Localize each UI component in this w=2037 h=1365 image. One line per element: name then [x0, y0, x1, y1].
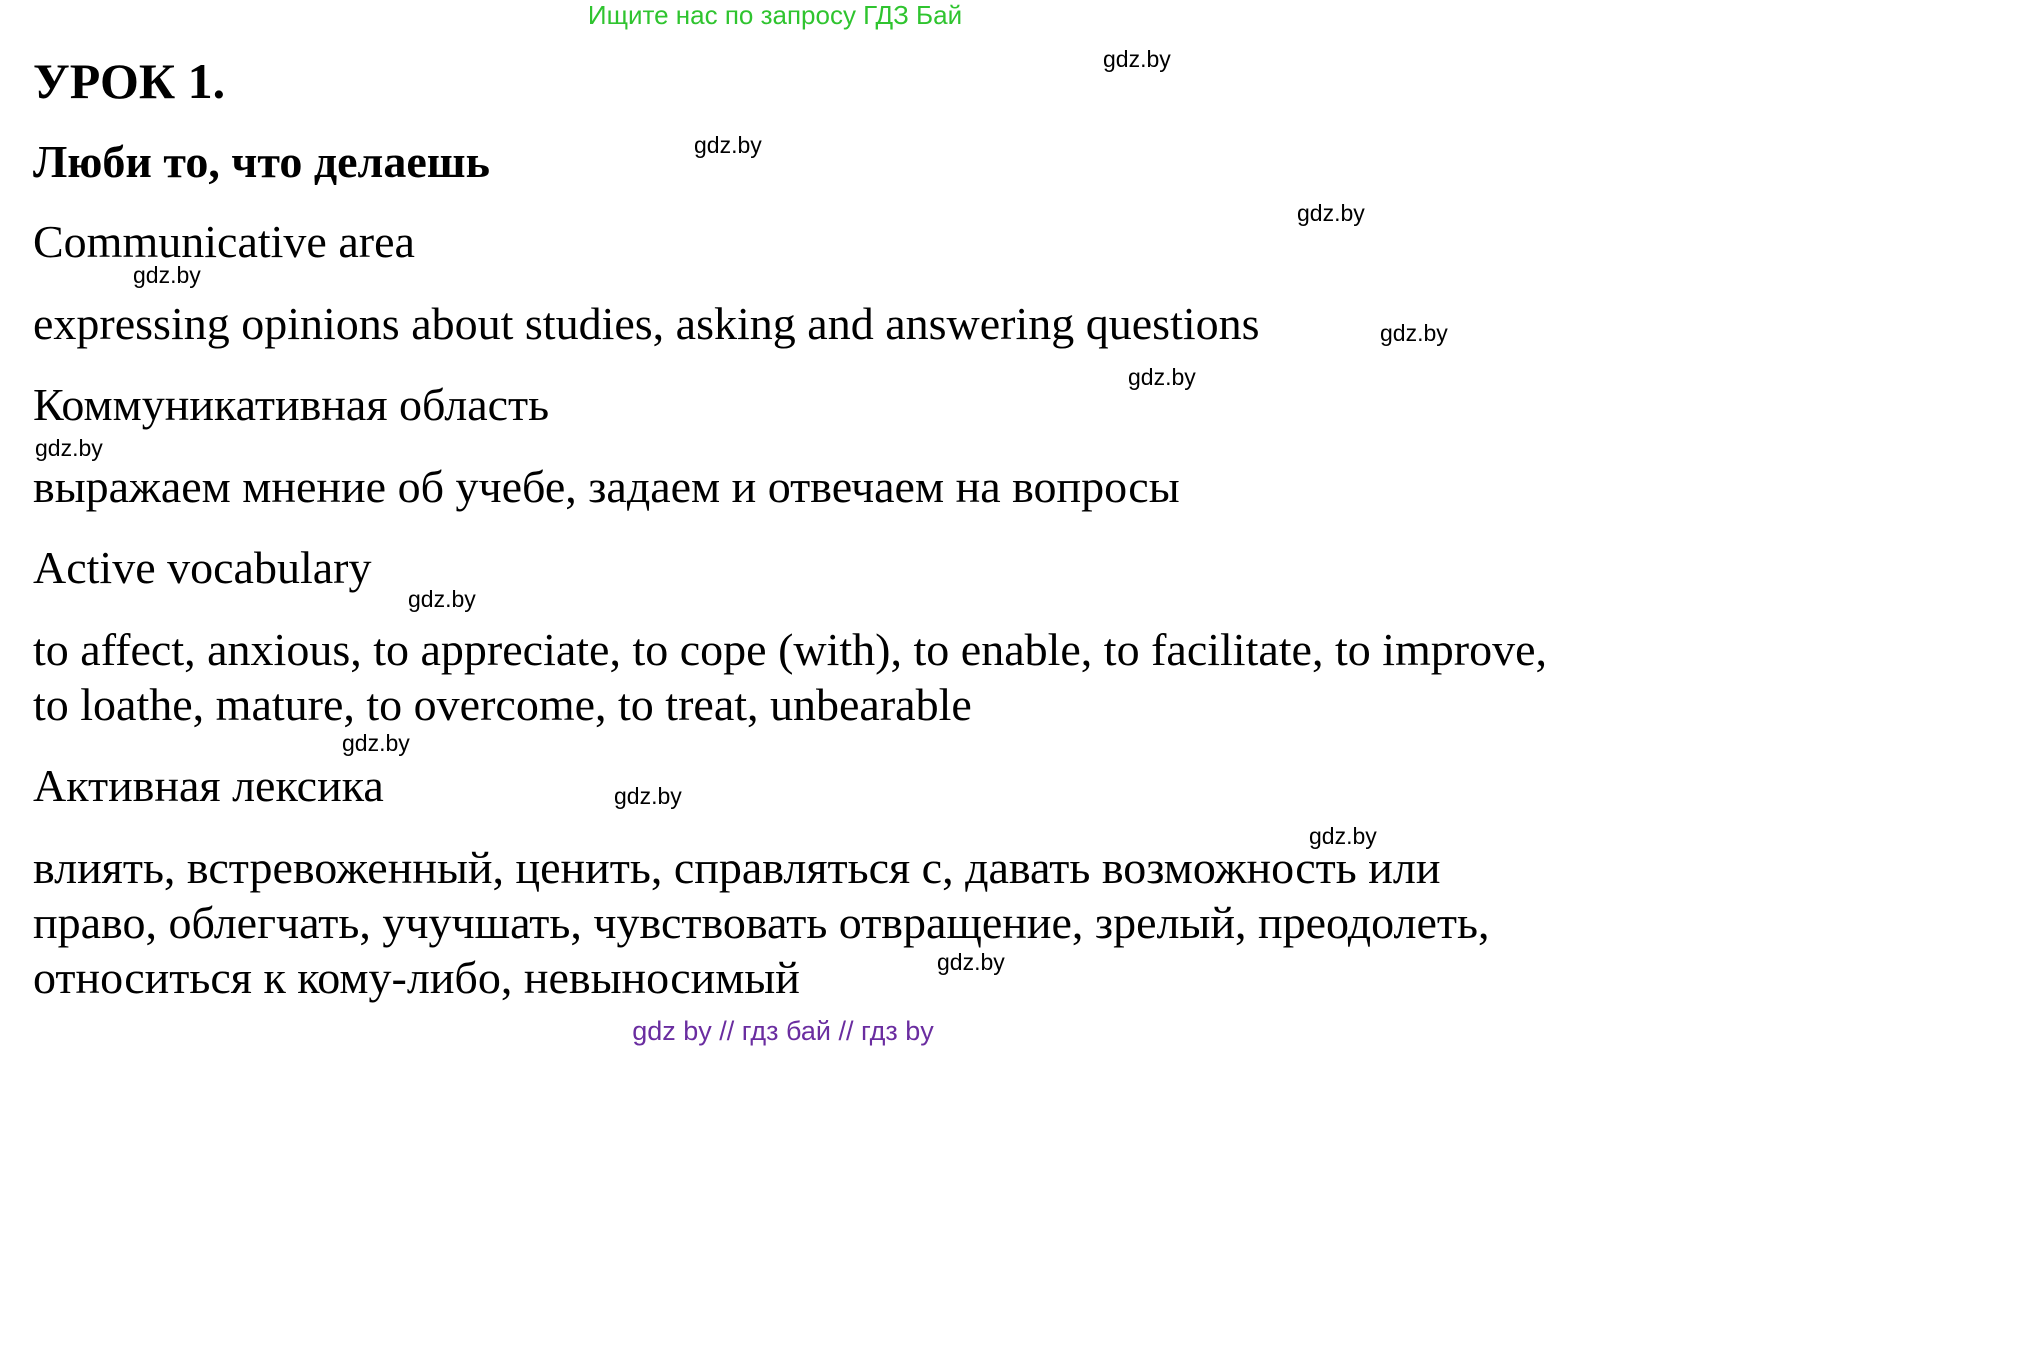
communicative-area-text: expressing opinions about studies, asking and answering questions [33, 298, 1260, 349]
watermark: gdz.by [1297, 200, 1365, 226]
communicative-area-ru-text: выражаем мнение об учебе, задаем и отвечаем на вопросы [33, 461, 1180, 512]
bottom-banner: gdz by // гдз бай // гдз by [632, 1016, 934, 1046]
watermark: gdz.by [937, 949, 1005, 975]
watermark: gdz.by [694, 132, 762, 158]
active-vocabulary-line: to affect, anxious, to appreciate, to cope (with), to enable, to facilitate, to improve, [33, 624, 1548, 675]
communicative-area-ru-heading: Коммуникативная область [33, 379, 550, 430]
active-vocabulary-ru-heading: Активная лексика [33, 760, 384, 811]
active-vocabulary-ru-line: относиться к кому-либо, невыносимый [33, 952, 800, 1003]
communicative-area-heading: Communicative area [33, 216, 415, 267]
watermark: gdz.by [1128, 364, 1196, 390]
watermark: gdz.by [408, 586, 476, 612]
active-vocabulary-heading: Active vocabulary [33, 542, 372, 593]
watermark: gdz.by [1380, 320, 1448, 346]
watermark: gdz.by [1309, 823, 1377, 849]
top-banner: Ищите нас по запросу ГДЗ Бай [587, 0, 963, 30]
watermark: gdz.by [342, 730, 410, 756]
active-vocabulary-line: to loathe, mature, to overcome, to treat, unbearable [33, 679, 972, 730]
lesson-number: УРОК 1. [33, 53, 226, 109]
watermark: gdz.by [614, 783, 682, 809]
lesson-title: Люби то, что делаешь [33, 136, 490, 187]
watermark: gdz.by [35, 435, 103, 461]
active-vocabulary-ru-line: влиять, встревоженный, ценить, справляться с, давать возможность или [33, 842, 1441, 893]
watermark: gdz.by [133, 262, 201, 288]
watermark: gdz.by [1103, 46, 1171, 72]
active-vocabulary-ru-line: право, облегчать, учучшать, чувствовать отвращение, зрелый, преодолеть, [33, 897, 1490, 948]
